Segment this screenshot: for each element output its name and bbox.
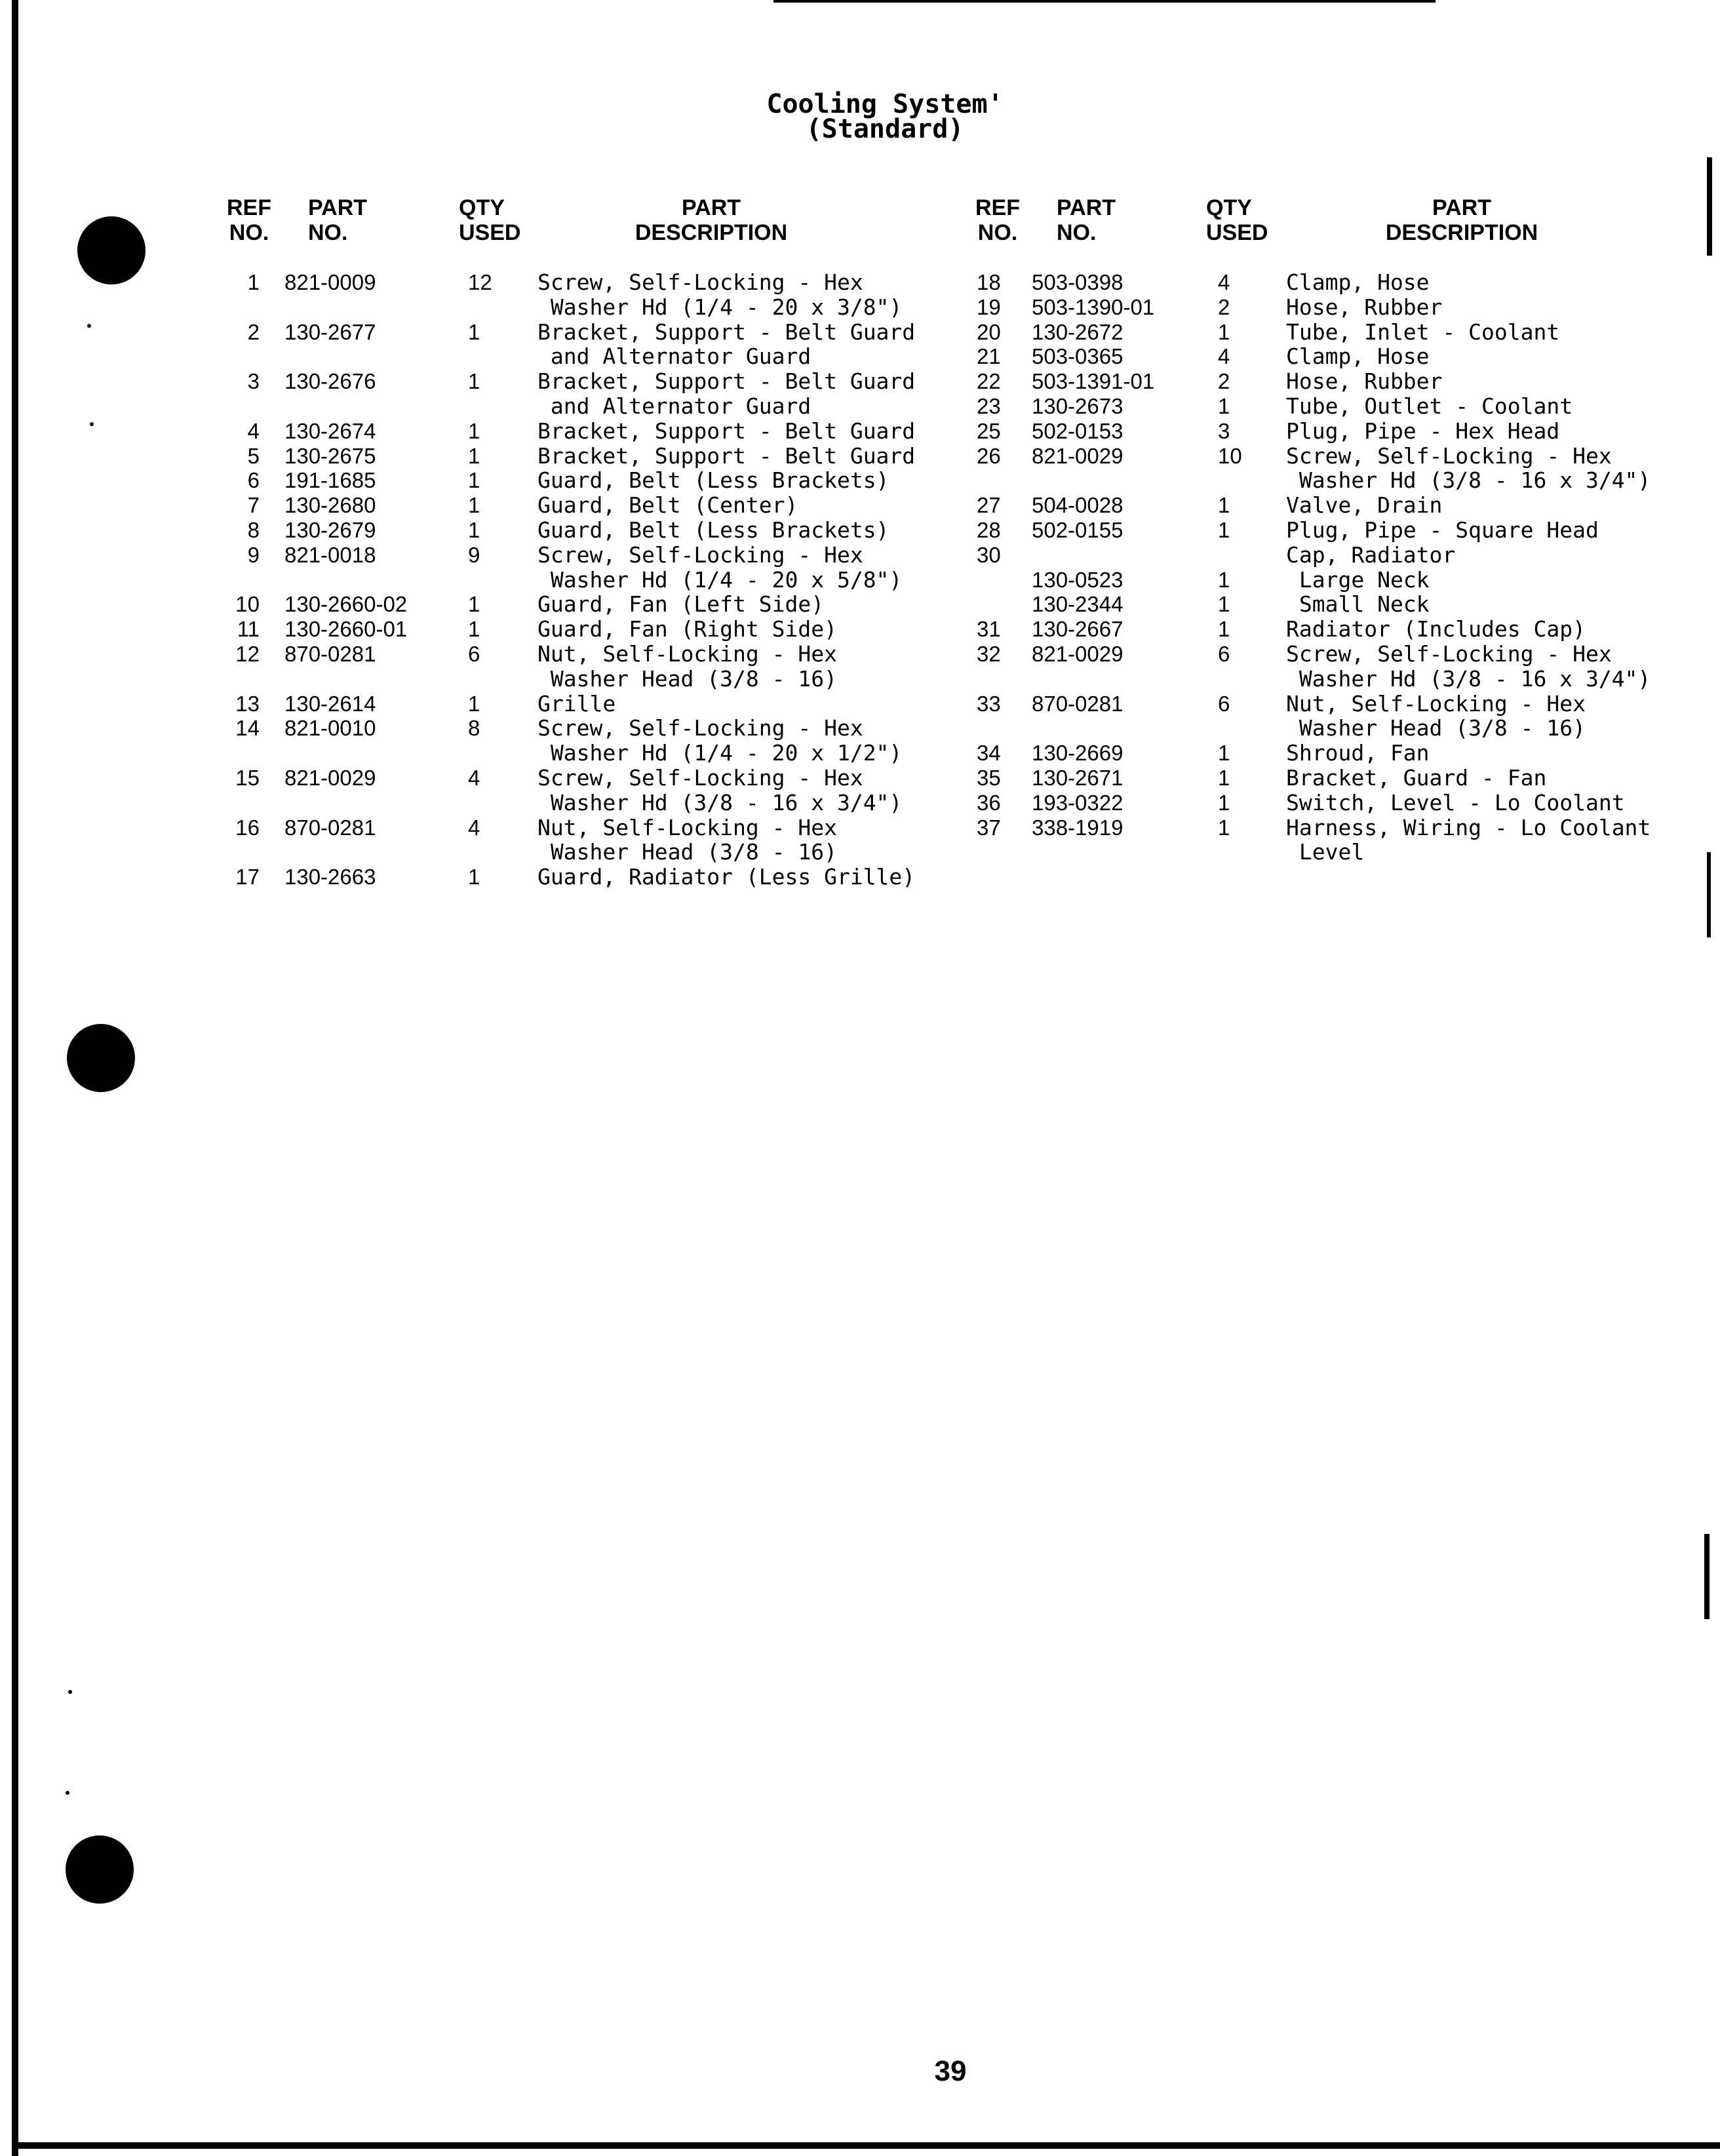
part-number: 502-0155 bbox=[1032, 517, 1124, 542]
part-number: 130-2677 bbox=[284, 319, 376, 344]
right-description-column bbox=[1286, 270, 1706, 865]
part-number: 821-0018 bbox=[284, 542, 376, 567]
blank-line bbox=[1218, 468, 1257, 493]
part-description: Harness, Wiring - Lo Coolant bbox=[1286, 814, 1651, 840]
part-number: 821-0029 bbox=[1032, 641, 1124, 666]
quantity-used: 6 bbox=[1218, 641, 1230, 666]
ref-number: 21 bbox=[977, 344, 1001, 369]
ref-number: 28 bbox=[977, 517, 1001, 542]
blank-line bbox=[216, 394, 260, 419]
part-description: Tube, Outlet - Coolant bbox=[1286, 393, 1573, 419]
blank-line bbox=[468, 840, 507, 865]
blank-line bbox=[216, 344, 260, 369]
part-description: Shroud, Fan bbox=[1286, 740, 1430, 766]
part-number bbox=[1032, 543, 1189, 568]
ref-number: 5 bbox=[247, 443, 260, 468]
part-description: Guard, Belt (Center) bbox=[538, 492, 798, 519]
blank-line bbox=[468, 667, 507, 692]
ref-number: 25 bbox=[977, 418, 1001, 443]
ref-number: 33 bbox=[977, 691, 1001, 716]
blank-line bbox=[284, 394, 435, 419]
blank-line bbox=[468, 344, 507, 369]
ref-number: 23 bbox=[977, 393, 1001, 418]
quantity-used: 1 bbox=[468, 865, 480, 890]
quantity-used: 1 bbox=[1218, 765, 1230, 790]
part-number: 130-2676 bbox=[284, 369, 376, 394]
blank-line bbox=[284, 568, 435, 593]
quantity-used: 1 bbox=[1218, 815, 1230, 840]
part-description: Guard, Belt (Less Brackets) bbox=[538, 467, 889, 494]
part-number: 502-0153 bbox=[1032, 418, 1124, 443]
scan-edge-right bbox=[1707, 852, 1711, 937]
title-line-2: (Standard) bbox=[806, 114, 964, 144]
scan-edge-bottom bbox=[12, 2142, 1720, 2149]
blank-line bbox=[1218, 716, 1257, 741]
quantity-used: 1 bbox=[468, 319, 480, 344]
ref-number: 27 bbox=[977, 493, 1001, 518]
quantity-used: 1 bbox=[1218, 592, 1230, 617]
scan-speck bbox=[90, 422, 94, 426]
binder-hole bbox=[77, 216, 146, 284]
blank-line bbox=[1218, 840, 1257, 865]
part-description: Screw, Self-Locking - Hex bbox=[538, 715, 863, 741]
part-number: 870-0281 bbox=[284, 815, 376, 840]
header-part-no: PART NO. bbox=[1057, 195, 1116, 245]
part-number: 503-0398 bbox=[1032, 270, 1124, 294]
part-description: Hose, Rubber bbox=[1286, 368, 1443, 395]
blank-line bbox=[216, 667, 260, 692]
ref-number: 3 bbox=[247, 369, 260, 394]
part-description: Nut, Self-Locking - Hex bbox=[1286, 690, 1586, 716]
part-description: Cap, Radiator bbox=[1286, 541, 1456, 568]
part-description: Washer Hd (3/8 - 16 x 3/4") bbox=[538, 789, 903, 815]
part-description: Washer Hd (1/4 - 20 x 3/8") bbox=[538, 294, 903, 320]
quantity-used: 10 bbox=[1218, 443, 1242, 468]
blank-line bbox=[977, 667, 1020, 692]
header-qty-used: QTY USED bbox=[1206, 195, 1268, 245]
ref-number: 34 bbox=[977, 741, 1001, 766]
scan-speck bbox=[68, 1690, 72, 1694]
part-description: Large Neck bbox=[1286, 566, 1430, 593]
ref-number: 26 bbox=[977, 443, 1001, 468]
part-description: Switch, Level - Lo Coolant bbox=[1286, 789, 1625, 815]
quantity-used: 1 bbox=[468, 617, 480, 642]
blank-line bbox=[977, 468, 1020, 493]
quantity-used: 1 bbox=[1218, 790, 1230, 815]
ref-number: 35 bbox=[977, 765, 1001, 790]
part-description: Bracket, Support - Belt Guard bbox=[538, 319, 916, 345]
part-description: Valve, Drain bbox=[1286, 492, 1443, 519]
header-ref-no: REF NO. bbox=[227, 195, 271, 245]
blank-line bbox=[284, 840, 435, 865]
ref-number: 4 bbox=[247, 418, 260, 443]
left-part-column bbox=[284, 270, 435, 890]
part-description: Washer Head (3/8 - 16) bbox=[538, 839, 837, 865]
quantity-used: 2 bbox=[1218, 369, 1230, 394]
part-description: Grille bbox=[538, 690, 616, 716]
blank-line bbox=[977, 716, 1020, 741]
scan-edge-top bbox=[773, 0, 1436, 3]
part-number: 130-2672 bbox=[1032, 319, 1124, 344]
blank-line bbox=[977, 840, 1020, 865]
blank-line bbox=[216, 840, 260, 865]
part-number: 130-2344 bbox=[1032, 592, 1124, 617]
quantity-used: 1 bbox=[468, 592, 480, 617]
part-number: 821-0010 bbox=[284, 716, 376, 741]
left-description-column bbox=[538, 270, 944, 890]
quantity-used: 1 bbox=[1218, 493, 1230, 518]
part-description: Plug, Pipe - Hex Head bbox=[1286, 418, 1560, 444]
part-number: 870-0281 bbox=[1032, 691, 1124, 716]
part-number: 130-2663 bbox=[284, 865, 376, 890]
part-number: 193-0322 bbox=[1032, 790, 1124, 815]
part-description: Level bbox=[1286, 839, 1365, 865]
part-description: Small Neck bbox=[1286, 591, 1430, 617]
quantity-used: 1 bbox=[1218, 567, 1230, 592]
blank-line bbox=[1032, 716, 1189, 741]
right-part-column bbox=[1032, 270, 1189, 865]
header-qty-used: QTY USED bbox=[459, 195, 521, 245]
right-qty-column bbox=[1218, 270, 1257, 865]
blank-line bbox=[468, 295, 507, 320]
blank-line bbox=[216, 741, 260, 766]
part-description: Guard, Radiator (Less Grille) bbox=[538, 864, 916, 890]
blank-line bbox=[1218, 667, 1257, 692]
quantity-used: 1 bbox=[1218, 617, 1230, 642]
part-description: Guard, Belt (Less Brackets) bbox=[538, 517, 889, 543]
quantity-used: 6 bbox=[468, 641, 480, 666]
quantity-used: 1 bbox=[468, 468, 480, 493]
part-number: 130-0523 bbox=[1032, 567, 1124, 592]
ref-number: 9 bbox=[247, 542, 260, 567]
right-ref-column bbox=[977, 270, 1020, 865]
scan-edge-right bbox=[1707, 157, 1712, 256]
part-description: Screw, Self-Locking - Hex bbox=[1286, 442, 1612, 469]
quantity-used: 8 bbox=[468, 716, 480, 741]
blank-line bbox=[284, 344, 435, 369]
quantity-used: 2 bbox=[1218, 294, 1230, 319]
quantity-used: 12 bbox=[468, 270, 492, 294]
part-number: 130-2674 bbox=[284, 418, 376, 443]
ref-number: 14 bbox=[235, 716, 260, 741]
ref-number: 20 bbox=[977, 319, 1001, 344]
blank-line bbox=[468, 568, 507, 593]
part-number: 504-0028 bbox=[1032, 493, 1124, 518]
quantity-used: 1 bbox=[468, 443, 480, 468]
quantity-used: 1 bbox=[1218, 319, 1230, 344]
ref-number: 11 bbox=[237, 617, 260, 642]
ref-number: 10 bbox=[235, 592, 260, 617]
blank-line bbox=[977, 592, 1020, 617]
part-description: Screw, Self-Locking - Hex bbox=[538, 541, 863, 568]
page-title bbox=[655, 89, 1114, 144]
left-ref-column bbox=[216, 270, 260, 890]
blank-line bbox=[216, 791, 260, 815]
quantity-used bbox=[1218, 543, 1257, 568]
ref-number: 22 bbox=[977, 369, 1001, 394]
part-description: Screw, Self-Locking - Hex bbox=[538, 764, 863, 791]
part-number: 338-1919 bbox=[1032, 815, 1124, 840]
page-number: 39 bbox=[934, 2055, 967, 2087]
ref-number: 32 bbox=[977, 641, 1001, 666]
scan-speck bbox=[87, 324, 91, 328]
blank-line bbox=[284, 295, 435, 320]
ref-number: 36 bbox=[977, 790, 1001, 815]
ref-number: 8 bbox=[247, 517, 260, 542]
scan-edge-left bbox=[12, 0, 18, 2156]
part-description: Bracket, Support - Belt Guard bbox=[538, 442, 916, 469]
quantity-used: 1 bbox=[468, 691, 480, 716]
quantity-used: 4 bbox=[1218, 344, 1230, 369]
quantity-used: 3 bbox=[1218, 418, 1230, 443]
ref-number: 13 bbox=[235, 691, 260, 716]
part-description: Guard, Fan (Left Side) bbox=[538, 591, 825, 617]
part-description: and Alternator Guard bbox=[538, 343, 811, 370]
quantity-used: 4 bbox=[1218, 270, 1230, 294]
part-description: Washer Hd (3/8 - 16 x 3/4") bbox=[1286, 467, 1651, 494]
part-description: Nut, Self-Locking - Hex bbox=[538, 640, 837, 667]
ref-number: 12 bbox=[235, 641, 260, 666]
ref-number: 30 bbox=[977, 542, 1001, 567]
blank-line bbox=[1032, 667, 1189, 692]
quantity-used: 1 bbox=[468, 369, 480, 394]
ref-number: 7 bbox=[247, 493, 260, 518]
quantity-used: 4 bbox=[468, 765, 480, 790]
part-number: 503-0365 bbox=[1032, 344, 1124, 369]
ref-number: 16 bbox=[235, 815, 260, 840]
part-description: Washer Hd (1/4 - 20 x 5/8") bbox=[538, 566, 903, 593]
part-number: 821-0029 bbox=[1032, 443, 1124, 468]
part-number: 130-2671 bbox=[1032, 765, 1124, 790]
header-part-description: PART DESCRIPTION bbox=[635, 195, 788, 245]
part-number: 130-2660-01 bbox=[284, 617, 408, 642]
header-part-description: PART DESCRIPTION bbox=[1385, 195, 1538, 245]
quantity-used: 1 bbox=[1218, 517, 1230, 542]
part-number: 130-2614 bbox=[284, 691, 376, 716]
part-description: Tube, Inlet - Coolant bbox=[1286, 319, 1560, 345]
ref-number: 15 bbox=[235, 765, 260, 790]
part-number: 130-2673 bbox=[1032, 393, 1124, 418]
quantity-used: 1 bbox=[468, 517, 480, 542]
part-number: 130-2680 bbox=[284, 493, 376, 518]
part-description: Bracket, Support - Belt Guard bbox=[538, 368, 916, 395]
blank-line bbox=[216, 568, 260, 593]
ref-number: 37 bbox=[977, 815, 1001, 840]
left-qty-column bbox=[468, 270, 507, 890]
part-description: Washer Head (3/8 - 16) bbox=[538, 665, 837, 692]
quantity-used: 1 bbox=[1218, 393, 1230, 418]
blank-line bbox=[468, 394, 507, 419]
blank-line bbox=[216, 295, 260, 320]
quantity-used: 9 bbox=[468, 542, 480, 567]
title-line-1: Cooling System' bbox=[766, 89, 1004, 119]
part-description: Hose, Rubber bbox=[1286, 294, 1443, 320]
blank-line bbox=[468, 791, 507, 815]
part-number: 130-2669 bbox=[1032, 741, 1124, 766]
blank-line bbox=[1032, 840, 1189, 865]
blank-line bbox=[284, 741, 435, 766]
binder-hole bbox=[67, 1024, 135, 1092]
part-description: Guard, Fan (Right Side) bbox=[538, 616, 837, 642]
part-description: Washer Head (3/8 - 16) bbox=[1286, 715, 1586, 741]
part-number: 130-2667 bbox=[1032, 617, 1124, 642]
part-number: 870-0281 bbox=[284, 641, 376, 666]
ref-number: 31 bbox=[977, 617, 1001, 642]
part-description: Clamp, Hose bbox=[1286, 343, 1430, 370]
blank-line bbox=[284, 667, 435, 692]
part-description: and Alternator Guard bbox=[538, 393, 811, 419]
part-number: 130-2660-02 bbox=[284, 592, 408, 617]
part-number: 821-0029 bbox=[284, 765, 376, 790]
header-part-no: PART NO. bbox=[308, 195, 368, 245]
part-description: Bracket, Support - Belt Guard bbox=[538, 418, 916, 444]
ref-number: 17 bbox=[235, 865, 260, 890]
part-number: 503-1391-01 bbox=[1032, 369, 1155, 394]
ref-number: 19 bbox=[977, 294, 1001, 319]
part-number: 503-1390-01 bbox=[1032, 294, 1155, 319]
part-description: Plug, Pipe - Square Head bbox=[1286, 517, 1599, 543]
blank-line bbox=[284, 791, 435, 815]
part-description: Radiator (Includes Cap) bbox=[1286, 616, 1586, 642]
quantity-used: 1 bbox=[468, 418, 480, 443]
ref-number: 6 bbox=[247, 468, 260, 493]
part-number: 821-0009 bbox=[284, 270, 376, 294]
scan-speck bbox=[66, 1791, 69, 1795]
scan-edge-right bbox=[1704, 1534, 1710, 1619]
part-description: Washer Hd (1/4 - 20 x 1/2") bbox=[538, 740, 903, 766]
blank-line bbox=[977, 568, 1020, 593]
quantity-used: 6 bbox=[1218, 691, 1230, 716]
part-description: Screw, Self-Locking - Hex bbox=[538, 269, 863, 295]
part-description: Clamp, Hose bbox=[1286, 269, 1430, 295]
part-description: Screw, Self-Locking - Hex bbox=[1286, 640, 1612, 667]
binder-hole bbox=[66, 1835, 134, 1904]
ref-number: 2 bbox=[247, 319, 260, 344]
header-ref-no: REF NO. bbox=[975, 195, 1020, 245]
ref-number: 18 bbox=[977, 270, 1001, 294]
part-number: 191-1685 bbox=[284, 468, 376, 493]
part-description: Nut, Self-Locking - Hex bbox=[538, 814, 837, 840]
part-number: 130-2675 bbox=[284, 443, 376, 468]
quantity-used: 4 bbox=[468, 815, 480, 840]
quantity-used: 1 bbox=[1218, 741, 1230, 766]
quantity-used: 1 bbox=[468, 493, 480, 518]
part-description: Washer Hd (3/8 - 16 x 3/4") bbox=[1286, 665, 1651, 692]
blank-line bbox=[468, 741, 507, 766]
ref-number: 1 bbox=[247, 270, 260, 294]
part-description: Bracket, Guard - Fan bbox=[1286, 764, 1547, 791]
part-number: 130-2679 bbox=[284, 517, 376, 542]
blank-line bbox=[1032, 468, 1189, 493]
